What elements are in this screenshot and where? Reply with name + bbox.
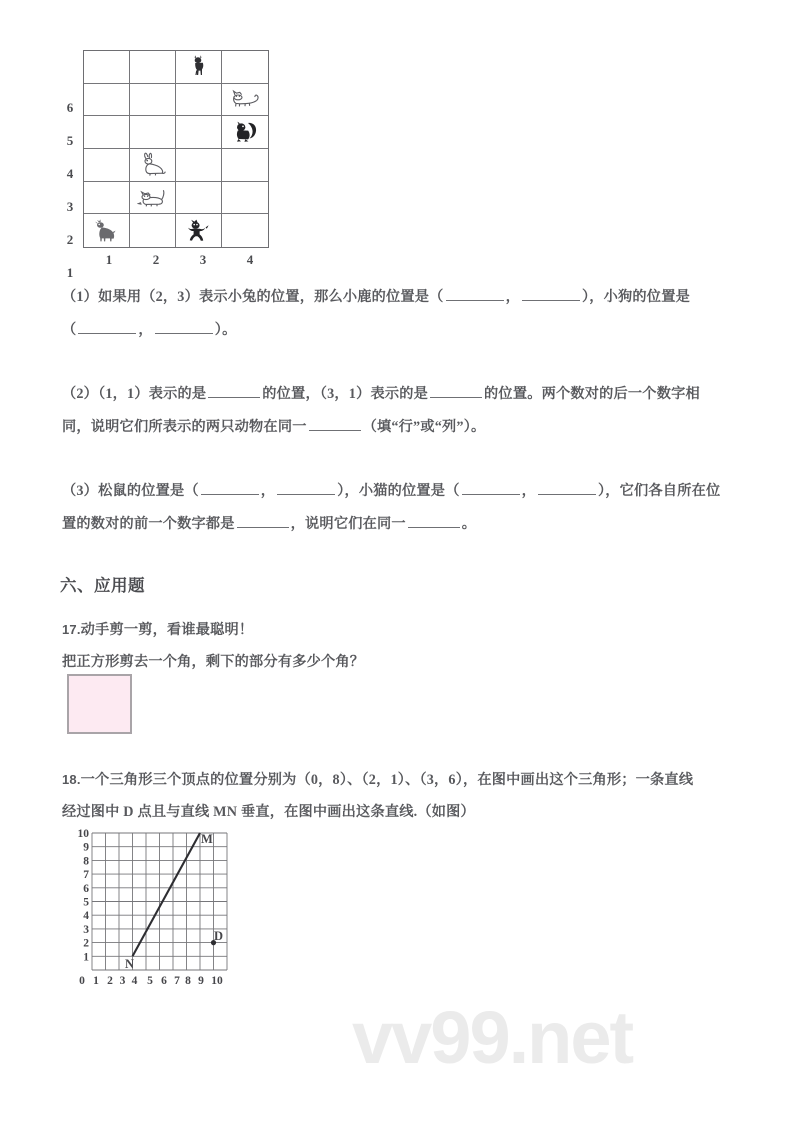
question-17-title — [62, 613, 734, 647]
goat-icon — [93, 219, 121, 243]
grid-lines — [92, 833, 227, 970]
q3-blank-2[interactable] — [277, 481, 335, 495]
svg-text:4: 4 — [83, 910, 89, 923]
cell-2-3 — [130, 149, 176, 182]
cell-3-3 — [176, 149, 222, 182]
grid-col-label-2: 2 — [152, 252, 160, 267]
grid-row-label-2: 2 — [66, 232, 74, 247]
animal-grid — [83, 50, 269, 248]
grid-row-label-3: 3 — [66, 199, 74, 214]
deer-icon — [186, 54, 212, 80]
segment-MN — [133, 833, 201, 956]
q18-text-1: 一个三角形三个顶点的位置分别为（0，8）、（2，1）、（3，6），在图中画出这个三角形；一条直线 — [80, 772, 694, 788]
q1-blank-2[interactable] — [522, 287, 580, 301]
cell-2-5 — [130, 84, 176, 117]
section-heading-applied-problems: 六、应用题 — [60, 577, 145, 595]
svg-text:1: 1 — [93, 975, 99, 987]
svg-text:1: 1 — [83, 951, 89, 964]
animal-position-grid-figure — [62, 46, 292, 280]
q1-text-f: ）。 — [214, 322, 237, 338]
grid-row-label-6: 6 — [66, 100, 74, 115]
cell-4-5 — [222, 84, 268, 117]
q1-text-c: ），小狗的位置是 — [581, 289, 690, 305]
q3-text-c: ），小猫的位置是（ — [337, 483, 460, 499]
q1-blank-3[interactable] — [78, 320, 136, 334]
cell-2-2 — [130, 182, 176, 215]
cell-4-2 — [222, 182, 268, 215]
svg-text:3: 3 — [83, 923, 89, 936]
cat-icon — [230, 88, 260, 110]
cell-4-1 — [222, 214, 268, 247]
q3-blank-6[interactable] — [408, 514, 460, 528]
q17-title-text: 动手剪一剪，看谁最聪明！ — [80, 622, 254, 638]
svg-text:6: 6 — [83, 882, 89, 895]
question-3 — [62, 475, 734, 508]
svg-text:8: 8 — [83, 855, 89, 868]
question-3-line2 — [62, 508, 734, 541]
coordinate-grid-svg — [62, 824, 282, 1004]
question-18-line1 — [62, 763, 734, 797]
cell-3-4 — [176, 116, 222, 149]
question-2-line2 — [62, 411, 734, 444]
rabbit-icon — [138, 152, 168, 178]
cell-2-1 — [130, 214, 176, 247]
q2-text-a: （2）（1，1）表示的是 — [62, 386, 207, 402]
q17-number: 17. — [62, 622, 81, 637]
cell-1-6 — [84, 51, 130, 84]
q3-text-d: ， — [521, 483, 536, 499]
svg-text:10: 10 — [211, 975, 223, 987]
cell-3-5 — [176, 84, 222, 117]
svg-text:7: 7 — [174, 975, 180, 987]
grid-col-label-3: 3 — [199, 252, 207, 267]
cell-3-1 — [176, 214, 222, 247]
cell-3-6 — [176, 51, 222, 84]
svg-text:7: 7 — [83, 869, 89, 882]
cell-4-4 — [222, 116, 268, 149]
coordinate-grid-figure — [62, 824, 282, 1004]
q2-blank-3[interactable] — [309, 417, 361, 431]
q3-text-g: ，说明它们在同一 — [290, 516, 406, 532]
q3-text-b: ， — [260, 483, 276, 499]
svg-text:2: 2 — [107, 975, 113, 987]
q1-text-d: （ — [62, 322, 77, 338]
q1-text-b: ， — [505, 289, 520, 305]
q3-blank-5[interactable] — [237, 514, 289, 528]
q2-text-d: 同，说明它们所表示的两只动物在同一 — [62, 419, 307, 435]
svg-text:5: 5 — [83, 896, 89, 909]
cell-4-3 — [222, 149, 268, 182]
question-17-body: 把正方形剪去一个角，剩下的部分有多少个角？ — [62, 654, 365, 670]
svg-text:3: 3 — [119, 975, 126, 987]
cell-4-6 — [222, 51, 268, 84]
q3-blank-4[interactable] — [538, 481, 596, 495]
kitten-icon — [137, 186, 169, 208]
cell-2-4 — [130, 116, 176, 149]
cell-2-6 — [130, 51, 176, 84]
svg-text:6: 6 — [161, 975, 167, 987]
grid-row-label-4: 4 — [66, 166, 74, 181]
label-M: M — [201, 832, 213, 846]
svg-text:4: 4 — [131, 975, 138, 987]
q2-blank-1[interactable] — [208, 384, 260, 398]
pink-square-shape — [67, 674, 132, 734]
q2-text-e: （填“行”或“列”）。 — [362, 419, 486, 435]
q1-blank-4[interactable] — [155, 320, 213, 334]
question-2 — [62, 378, 734, 411]
svg-text:8: 8 — [185, 975, 191, 987]
grid-row-label-1: 1 — [66, 265, 74, 280]
svg-text:0: 0 — [79, 975, 85, 987]
svg-text:9: 9 — [83, 841, 89, 854]
q3-text-h: 。 — [461, 516, 477, 532]
q1-text-a: （1）如果用（2，3）表示小兔的位置，那么小鹿的位置是（ — [62, 289, 444, 305]
squirrel-icon — [232, 120, 258, 144]
q3-text-a: （3）松鼠的位置是（ — [62, 483, 199, 499]
q3-blank-3[interactable] — [462, 481, 520, 495]
grid-col-label-4: 4 — [246, 252, 254, 267]
grid-row-label-5: 5 — [66, 133, 74, 148]
q1-text-e: ， — [138, 322, 153, 338]
q2-text-b: 的位置，（3，1）表示的是 — [262, 386, 429, 402]
label-D: D — [214, 929, 224, 943]
svg-text:9: 9 — [198, 975, 204, 987]
cell-1-4 — [84, 116, 130, 149]
cell-1-5 — [84, 84, 130, 117]
svg-text:5: 5 — [147, 975, 153, 987]
label-N: N — [125, 957, 135, 971]
y-axis-ticks — [78, 828, 90, 963]
q3-text-f: 置的数对的前一个数字都是 — [62, 516, 235, 532]
q2-text-c: 的位置。两个数对的后一个数字相 — [484, 386, 700, 402]
q1-blank-1[interactable] — [446, 287, 504, 301]
dog-icon — [185, 218, 213, 244]
cell-1-1 — [84, 214, 130, 247]
question-1-line2 — [62, 314, 734, 347]
svg-text:2: 2 — [83, 937, 89, 950]
q3-text-e: ），它们各自所在位 — [597, 483, 721, 499]
q3-blank-1[interactable] — [201, 481, 259, 495]
q18-number: 18. — [62, 772, 81, 787]
question-1 — [62, 281, 734, 314]
cell-1-2 — [84, 182, 130, 215]
q2-blank-2[interactable] — [430, 384, 482, 398]
svg-text:10: 10 — [77, 828, 89, 840]
question-18-line2: 经过图中 D 点且与直线 MN 垂直，在图中画出这条直线.（如图） — [62, 804, 475, 820]
cell-3-2 — [176, 182, 222, 215]
site-watermark: vv99.net — [352, 996, 633, 1079]
grid-col-label-1: 1 — [105, 252, 113, 267]
cell-1-3 — [84, 149, 130, 182]
x-axis-ticks — [79, 975, 223, 987]
